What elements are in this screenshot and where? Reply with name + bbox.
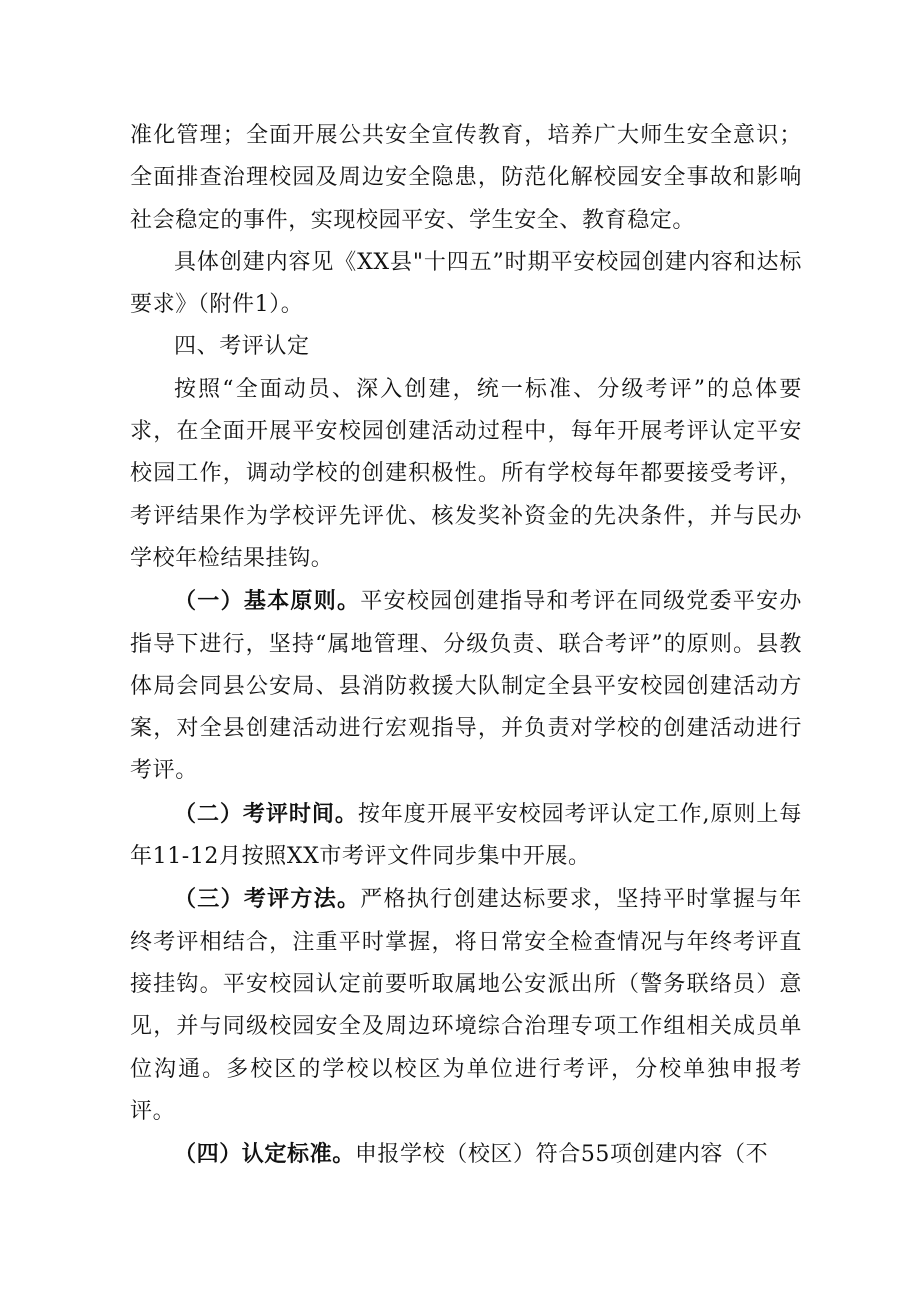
subheading-basic-principles: （一）基本原则。 — [174, 588, 361, 615]
paragraph-evaluation-overview: 按照“全面动员、深入创建，统一标准、分级考评”的总体要求，在全面开展平安校园创建活动过程中，每年开展考评认定平安校园工作，调动学校的创建积极性。所有学校每年都要接受考评，考评结果作为学校评先评优、核发奖补资金的先决条件，并与民办学校年检结果挂钩。 — [130, 376, 802, 571]
paragraph-certification-standard — [130, 1133, 802, 1176]
paragraph-evaluation-method-text: 严格执行创建达标要求，坚持平时掌握与年终考评相结合，注重平时掌握，将日常安全检查情况与年终考评直接挂钩。平安校园认定前要听取属地公安派出所（警务联络员）意见，并与同级校园安全及周边环境综合治理专项工作组相关成员单位沟通。多校区的学校以校区为单位进行考评，分校单独申报考评。 — [130, 887, 802, 1124]
section-heading-evaluation: 四、考评认定 — [174, 334, 310, 360]
paragraph-basic-principles — [130, 580, 802, 792]
document-body — [130, 115, 802, 1176]
paragraph-evaluation-time-text: 按年度开展平安校园考评认定工作,原则上每年11-12月按照XX市考评文件同步集中开展。 — [130, 801, 802, 870]
paragraph-certification-standard-text: 申报学校（校区）符合55项创建内容（不 — [354, 1142, 769, 1168]
subheading-certification-standard: （四）认定标准。 — [174, 1141, 355, 1168]
subheading-evaluation-method: （三）考评方法。 — [174, 886, 361, 913]
paragraph-intro-continuation: 准化管理；全面开展公共安全宣传教育，培养广大师生安全意识；全面排查治理校园及周边安全隐患，防范化解校园安全事故和影响社会稳定的事件，实现校园平安、学生安全、教育稳定。 — [130, 123, 802, 233]
paragraph-evaluation-time — [130, 793, 802, 879]
paragraph-attachment-reference: 具体创建内容见《XX县"十四五”时期平安校园创建内容和达标要求》（附件1）。 — [130, 249, 802, 318]
paragraph-basic-principles-text: 平安校园创建指导和考评在同级党委平安办指导下进行，坚持“属地管理、分级负责、联合考评”的原则。县教体局会同县公安局、县消防救援大队制定全县平安校园创建活动方案，对全县创建活动进行宏观指导，并负责对学校的创建活动进行考评。 — [130, 589, 802, 784]
paragraph-evaluation-method — [130, 878, 802, 1133]
subheading-evaluation-time: （二）考评时间。 — [174, 800, 358, 827]
